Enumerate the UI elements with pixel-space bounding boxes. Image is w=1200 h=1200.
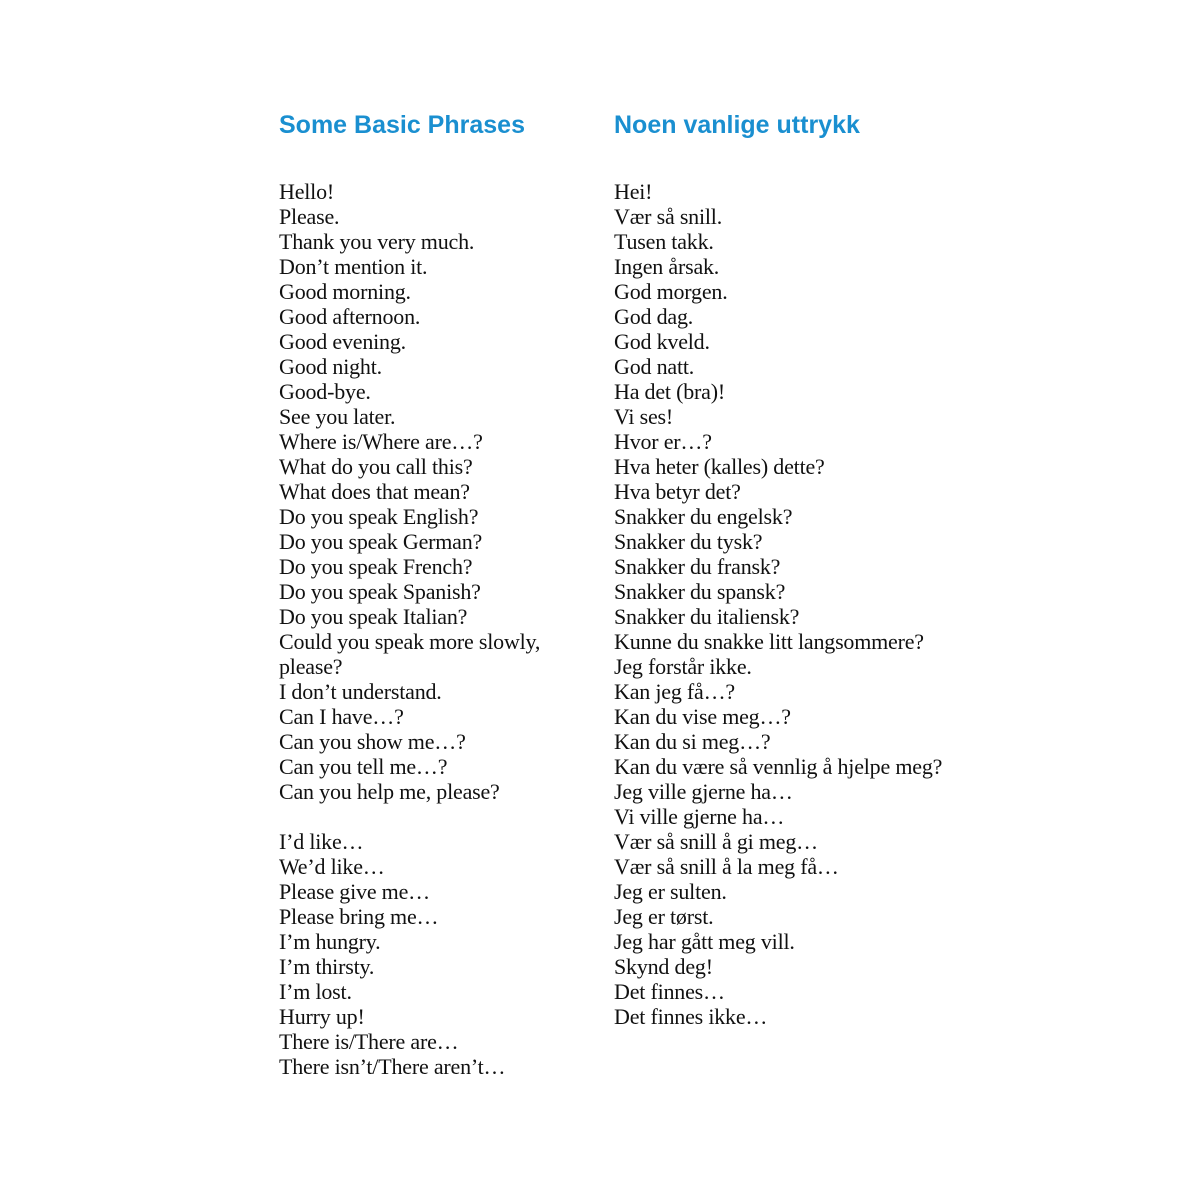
- phrase-item: I’d like…: [279, 829, 364, 854]
- phrase-item: God morgen.: [614, 279, 728, 304]
- norwegian-column: [614, 108, 944, 1029]
- phrase-item: Vær så snill å la meg få…: [614, 854, 839, 879]
- phrase-item: Snakker du tysk?: [614, 529, 763, 554]
- phrase-item: Could you speak more slowly, please?: [279, 629, 541, 679]
- phrase-item: Jeg er tørst.: [614, 904, 714, 929]
- phrase-item: Can you help me, please?: [279, 779, 500, 804]
- english-column: [279, 108, 604, 1079]
- phrase-item: Ingen årsak.: [614, 254, 720, 279]
- phrase-item: What do you call this?: [279, 454, 473, 479]
- phrase-item: Good afternoon.: [279, 304, 421, 329]
- phrase-item: God dag.: [614, 304, 694, 329]
- phrase-item: Do you speak French?: [279, 554, 473, 579]
- phrase-item: Do you speak German?: [279, 529, 483, 554]
- phrase-item: I’m lost.: [279, 979, 352, 1004]
- phrase-item: Det finnes ikke…: [614, 1004, 768, 1029]
- phrase-item: There isn’t/There aren’t…: [279, 1054, 506, 1079]
- phrase-item: There is/There are…: [279, 1029, 459, 1054]
- phrase-item: Do you speak English?: [279, 504, 479, 529]
- norwegian-phrase-list: [614, 179, 944, 1029]
- phrase-item: Where is/Where are…?: [279, 429, 483, 454]
- english-heading: Some Basic Phrases: [279, 111, 525, 139]
- phrase-item: Hva betyr det?: [614, 479, 741, 504]
- phrase-item: Hello!: [279, 179, 335, 204]
- phrase-item: Good evening.: [279, 329, 406, 354]
- phrase-item: Can you show me…?: [279, 729, 466, 754]
- phrase-item: God kveld.: [614, 329, 710, 354]
- phrase-item: Snakker du italiensk?: [614, 604, 800, 629]
- phrase-item: Don’t mention it.: [279, 254, 428, 279]
- phrase-item: Kunne du snakke litt langsommere?: [614, 629, 924, 654]
- phrase-item: Can I have…?: [279, 704, 404, 729]
- phrase-item: Hva heter (kalles) dette?: [614, 454, 825, 479]
- phrase-item: Good morning.: [279, 279, 411, 304]
- phrase-item: I don’t understand.: [279, 679, 442, 704]
- phrase-item: Hurry up!: [279, 1004, 365, 1029]
- phrase-item: Snakker du fransk?: [614, 554, 781, 579]
- english-phrase-list: [279, 179, 604, 1079]
- phrase-item: Hvor er…?: [614, 429, 712, 454]
- phrase-item: Jeg forstår ikke.: [614, 654, 752, 679]
- phrase-item: Kan jeg få…?: [614, 679, 735, 704]
- phrase-item: Snakker du spansk?: [614, 579, 786, 604]
- phrase-item: Vi ville gjerne ha…: [614, 804, 785, 829]
- phrase-item: Vi ses!: [614, 404, 673, 429]
- phrase-item: Skynd deg!: [614, 954, 713, 979]
- phrase-item: Can you tell me…?: [279, 754, 448, 779]
- phrase-item: God natt.: [614, 354, 695, 379]
- phrase-item: Kan du vise meg…?: [614, 704, 791, 729]
- phrase-item: Jeg er sulten.: [614, 879, 727, 904]
- phrase-item: Snakker du engelsk?: [614, 504, 793, 529]
- phrase-item: Tusen takk.: [614, 229, 714, 254]
- phrase-item: See you later.: [279, 404, 396, 429]
- phrase-item: Ha det (bra)!: [614, 379, 725, 404]
- norwegian-heading: Noen vanlige uttrykk: [614, 111, 860, 139]
- phrase-item: Please bring me…: [279, 904, 439, 929]
- phrase-item: Kan du være så vennlig å hjelpe meg?: [614, 754, 943, 779]
- phrase-item: Vær så snill å gi meg…: [614, 829, 818, 854]
- phrase-item: Jeg har gått meg vill.: [614, 929, 795, 954]
- phrase-item: We’d like…: [279, 854, 385, 879]
- phrase-item: Please.: [279, 204, 340, 229]
- phrase-item: Good night.: [279, 354, 382, 379]
- phrase-item: I’m thirsty.: [279, 954, 375, 979]
- phrase-item: Hei!: [614, 179, 653, 204]
- phrase-item: Det finnes…: [614, 979, 725, 1004]
- phrase-item: Jeg ville gjerne ha…: [614, 779, 793, 804]
- phrase-item: Do you speak Italian?: [279, 604, 468, 629]
- phrase-item: Do you speak Spanish?: [279, 579, 481, 604]
- phrase-item: Vær så snill.: [614, 204, 723, 229]
- phrase-item: Thank you very much.: [279, 229, 475, 254]
- phrase-item: What does that mean?: [279, 479, 470, 504]
- phrase-item: Kan du si meg…?: [614, 729, 771, 754]
- phrase-item: Please give me…: [279, 879, 430, 904]
- phrase-item: I’m hungry.: [279, 929, 381, 954]
- phrase-item: Good-bye.: [279, 379, 371, 404]
